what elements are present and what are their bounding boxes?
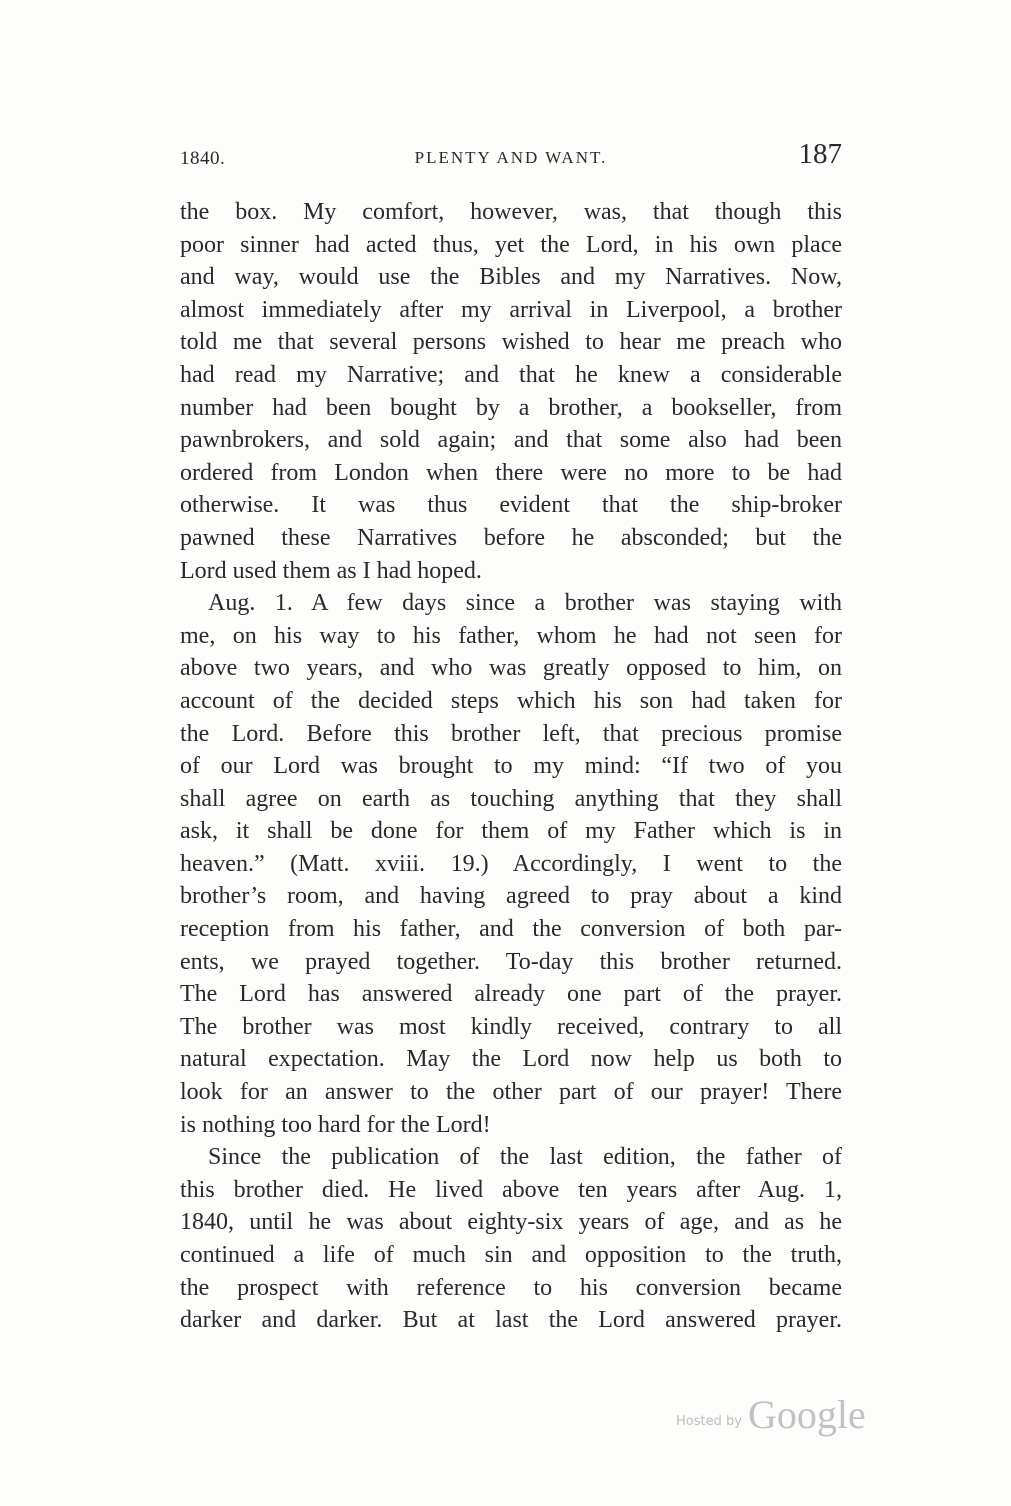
text-line: look for an answer to the other part of our prayer! There — [180, 1079, 842, 1106]
text-line: account of the decided steps which his son had taken for — [180, 687, 842, 714]
text-line: the prospect with reference to his conversion became — [180, 1274, 842, 1301]
text-line: told me that several persons wished to hear me preach who — [180, 329, 842, 356]
text-line: of our Lord was brought to my mind: “If two of you — [180, 753, 842, 780]
running-head-title: PLENTY AND WANT. — [414, 148, 608, 167]
text-line: and way, would use the Bibles and my Narratives. Now, — [180, 264, 842, 291]
text-line: natural expectation. May the Lord now help us both to — [180, 1046, 842, 1073]
text-line: is nothing too hard for the Lord! — [180, 1111, 491, 1138]
text-line: brother’s room, and having agreed to pray about a kind — [180, 883, 842, 910]
text-line: Aug. 1. A few days since a brother was staying with — [208, 590, 842, 617]
google-logo: Google — [747, 1392, 866, 1437]
text-line: number had been bought by a brother, a bookseller, from — [180, 394, 842, 421]
text-line: ask, it shall be done for them of my Father which is in — [180, 818, 842, 845]
page-number: 187 — [798, 138, 842, 170]
text-line: reception from his father, and the conversion of both par- — [180, 916, 842, 943]
text-line: had read my Narrative; and that he knew a considerable — [180, 361, 842, 388]
text-line: above two years, and who was greatly opposed to him, on — [180, 655, 842, 682]
text-line: the Lord. Before this brother left, that precious promise — [180, 720, 842, 747]
text-line: darker and darker. But at last the Lord answered prayer. — [180, 1307, 842, 1334]
text-line: the box. My comfort, however, was, that though this — [180, 199, 842, 225]
text-line: The Lord has answered already one part of the prayer. — [180, 981, 842, 1008]
text-line: Lord used them as I had hoped. — [180, 557, 482, 584]
text-line: heaven.” (Matt. xviii. 19.) Accordingly, I went to the — [180, 850, 842, 877]
text-line: ordered from London when there were no more to be had — [180, 459, 842, 486]
text-line: The brother was most kindly received, contrary to all — [180, 1013, 842, 1040]
text-line: almost immediately after my arrival in Liverpool, a brother — [180, 296, 842, 323]
running-head-year: 1840. — [180, 148, 226, 169]
text-line: pawnbrokers, and sold again; and that some also had been — [180, 427, 842, 454]
text-line: pawned these Narratives before he absconded; but the — [180, 524, 842, 551]
text-line: ents, we prayed together. To-day this brother returned. — [180, 948, 842, 975]
text-line: me, on his way to his father, whom he had not seen for — [180, 622, 842, 649]
google-watermark — [676, 1392, 866, 1438]
paragraph — [180, 587, 842, 1141]
running-head — [180, 138, 842, 178]
text-line: shall agree on earth as touching anything that they shall — [180, 785, 842, 812]
text-line: 1840, until he was about eighty-six years of age, and as he — [180, 1209, 842, 1236]
text-line: Since the publication of the last edition, the father of — [208, 1144, 842, 1171]
paragraph — [180, 196, 842, 587]
text-line: continued a life of much sin and opposition to the truth, — [180, 1242, 842, 1268]
text-line: otherwise. It was thus evident that the ship-broker — [180, 492, 842, 519]
text-line: this brother died. He lived above ten years after Aug. 1, — [180, 1176, 842, 1203]
hosted-by-label: Hosted by — [676, 1414, 742, 1429]
body-text — [180, 196, 842, 1337]
paragraph — [180, 1141, 842, 1337]
text-line: poor sinner had acted thus, yet the Lord, in his own place — [180, 231, 842, 258]
